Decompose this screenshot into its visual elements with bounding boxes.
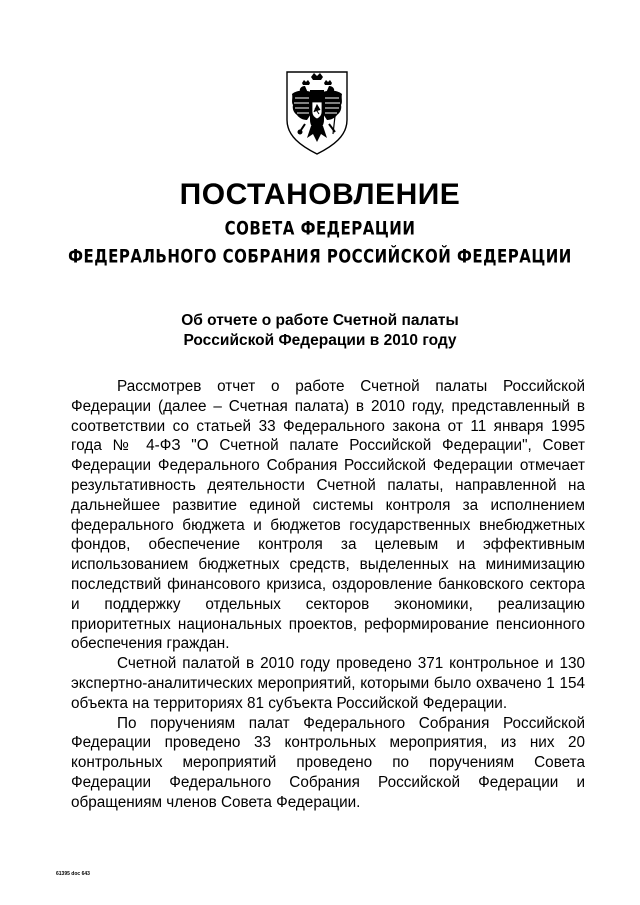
document-code: 61395 doc 643 [56,871,90,877]
body-paragraph: Рассмотрев отчет о работе Счетной палаты Российской Федерации (далее – Счетная палата) в 2010 году, представленный в соответствии со статьей 33 Федерального закона от 11 января 1995 года № 4-ФЗ "О Счетной палате Российской Федерации", Совет Федерации Федерального Собрания Российской Федерации отмечает результативность деятельности Счетной палаты, направленной на дальнейшее развитие единой системы контроля за исполнением федерального бюджета и бюджетов государственных внебюджетных фондов, обеспечение контроля за целевым и эффективным использованием бюджетных средств, выделенных на минимизацию последствий финансового кризиса, оздоровление банковского сектора и поддержку отдельных секторов экономики, реализацию приоритетных национальных проектов, реформирование пенсионного обеспечения граждан. [71,378,585,653]
document-body [71,377,585,813]
issuer-line-1: СОВЕТА ФЕДЕРАЦИИ [224,216,416,240]
body-paragraph: Счетной палатой в 2010 году проведено 371 контрольное и 130 экспертно-аналитических мероприятий, которыми было охвачено 1 154 объекта на территориях 81 субъекта Российской Федерации. [71,655,585,712]
body-paragraph: По поручениям палат Федерального Собрания Российской Федерации проведено 33 контрольных мероприятия, из них 20 контрольных мероприятий проведено по поручениям Совета Федерации Федерального Собрания Российской Федерации и обращениям членов Совета Федерации. [71,714,585,811]
document-title: ПОСТАНОВЛЕНИЕ [179,178,461,211]
coat-of-arms-emblem [283,68,351,156]
double-headed-eagle-icon [283,68,351,156]
document-subject [0,311,640,351]
issuer-line-2: ФЕДЕРАЛЬНОГО СОБРАНИЯ РОССИЙСКОЙ ФЕДЕРАЦИИ [68,244,572,268]
subject-line-2: Российской Федерации в 2010 году [183,332,457,349]
subject-line-1: Об отчете о работе Счетной палаты [181,312,459,329]
